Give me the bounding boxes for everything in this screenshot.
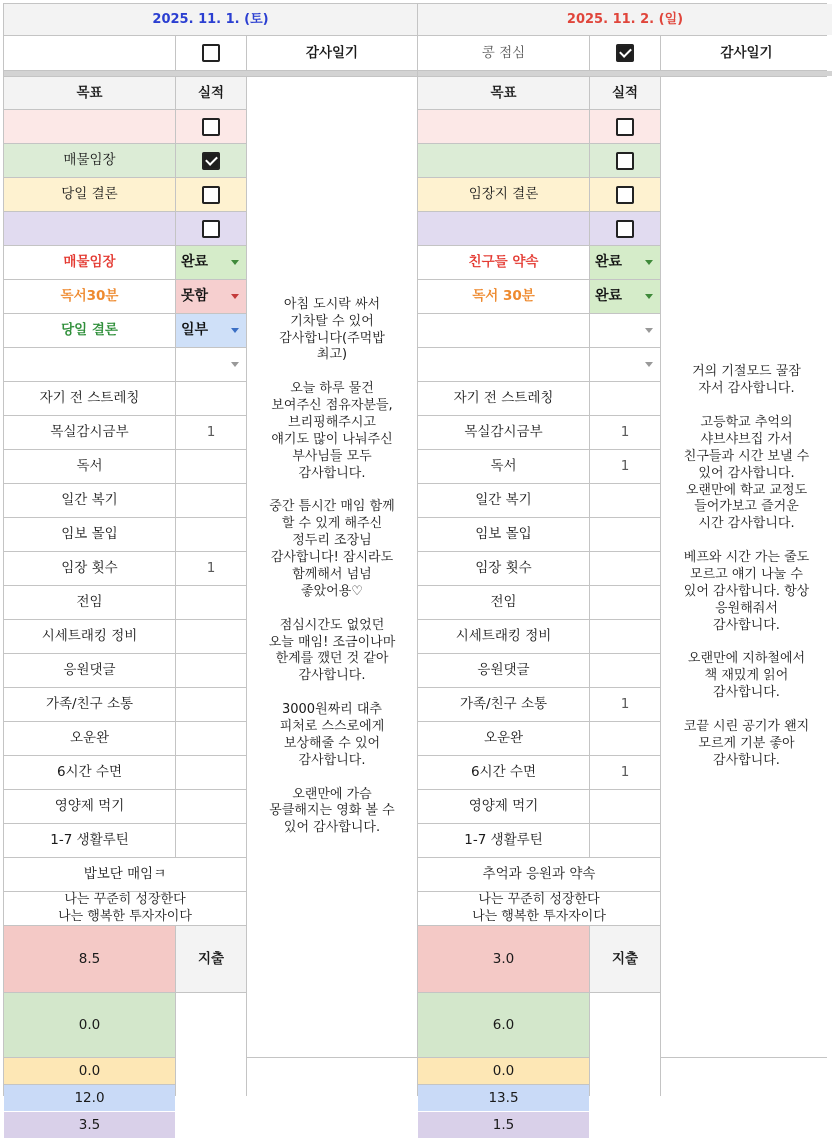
habit-label: 6시간 수면 (418, 756, 589, 789)
gratitude-extra (247, 926, 417, 1057)
habit-value[interactable]: 1 (590, 416, 660, 449)
color-goal-label[interactable] (418, 212, 589, 245)
color-goal-label[interactable]: 당일 결론 (4, 178, 175, 211)
habit-value[interactable] (590, 824, 660, 857)
expense-label: 지출 (590, 926, 660, 992)
checkbox-checked[interactable] (616, 44, 634, 62)
habit-value[interactable] (176, 654, 246, 687)
color-goal-label[interactable] (4, 110, 175, 143)
expense-value[interactable] (590, 993, 660, 1138)
color-goal-label[interactable] (4, 212, 175, 245)
status-dropdown[interactable] (176, 280, 246, 313)
category-total: 0.0 (418, 1058, 589, 1084)
habit-label: 가족/친구 소통 (4, 688, 175, 721)
status-dropdown-value: 완료 (595, 288, 623, 305)
expense-value[interactable] (176, 993, 246, 1138)
habit-value[interactable]: 1 (176, 416, 246, 449)
habit-value[interactable] (176, 484, 246, 517)
status-goal-label[interactable]: 매물임장 (4, 246, 175, 279)
habit-label: 자기 전 스트레칭 (418, 382, 589, 415)
checkbox-unchecked[interactable] (616, 118, 634, 136)
gratitude-extra (247, 1058, 417, 1138)
habit-value[interactable] (176, 824, 246, 857)
habit-label: 1-7 생활루틴 (4, 824, 175, 857)
habit-value[interactable] (176, 722, 246, 755)
habit-label: 목실감시금부 (4, 416, 175, 449)
color-goal-checkbox-cell[interactable] (176, 178, 246, 211)
habit-label: 일간 복기 (4, 484, 175, 517)
dropdown-arrow-icon[interactable] (645, 328, 653, 333)
affirmation: 나는 꾸준히 성장한다 나는 행복한 투자자이다 (4, 892, 246, 925)
habit-label: 가족/친구 소통 (418, 688, 589, 721)
habit-value[interactable] (176, 518, 246, 551)
result-column-header: 실적 (590, 77, 660, 109)
category-total: 3.5 (4, 1112, 175, 1138)
category-total: 3.0 (418, 926, 589, 992)
status-dropdown[interactable] (590, 348, 660, 381)
habit-label: 오운완 (4, 722, 175, 755)
dropdown-arrow-icon[interactable] (645, 362, 653, 367)
status-dropdown-value: 일부 (181, 322, 209, 339)
status-dropdown-value: 못함 (181, 288, 209, 305)
habit-value[interactable]: 1 (590, 450, 660, 483)
status-dropdown[interactable] (176, 246, 246, 279)
habit-label: 일간 복기 (418, 484, 589, 517)
category-total: 6.0 (418, 993, 589, 1057)
goal-column-header: 목표 (418, 77, 589, 109)
goal-column-header: 목표 (4, 77, 175, 109)
header-checkbox-cell[interactable] (176, 36, 246, 70)
habit-label: 영양제 먹기 (418, 790, 589, 823)
color-goal-checkbox-cell[interactable] (176, 212, 246, 245)
category-total: 12.0 (4, 1085, 175, 1111)
expense-label: 지출 (176, 926, 246, 992)
color-goal-checkbox-cell[interactable] (176, 110, 246, 143)
color-goal-label[interactable]: 매물임장 (4, 144, 175, 177)
gratitude-header: 감사일기 (661, 36, 832, 70)
result-column-header: 실적 (176, 77, 246, 109)
habit-value[interactable] (176, 586, 246, 619)
checkbox-unchecked[interactable] (202, 220, 220, 238)
category-total: 0.0 (4, 993, 175, 1057)
daily-planner-grid (3, 3, 827, 1133)
status-goal-label[interactable]: 독서 30분 (418, 280, 589, 313)
color-goal-label[interactable] (418, 110, 589, 143)
habit-value[interactable] (176, 450, 246, 483)
status-goal-label[interactable] (418, 348, 589, 381)
habit-label: 목실감시금부 (418, 416, 589, 449)
habit-label: 독서 (418, 450, 589, 483)
habit-value[interactable] (590, 654, 660, 687)
gratitude-header: 감사일기 (247, 36, 417, 70)
color-goal-checkbox-cell[interactable] (590, 110, 660, 143)
status-dropdown-value: 완료 (181, 254, 209, 271)
status-dropdown[interactable] (176, 314, 246, 347)
category-total: 13.5 (418, 1085, 589, 1111)
dropdown-arrow-icon[interactable] (231, 328, 239, 333)
checkbox-unchecked[interactable] (202, 118, 220, 136)
gratitude-extra (661, 1058, 832, 1138)
habit-value[interactable] (590, 552, 660, 585)
habit-value[interactable]: 1 (590, 688, 660, 721)
color-goal-checkbox-cell[interactable] (590, 212, 660, 245)
color-goal-label[interactable] (418, 144, 589, 177)
habit-label: 영양제 먹기 (4, 790, 175, 823)
checkbox-unchecked[interactable] (616, 220, 634, 238)
daily-motto[interactable]: 밥보단 매임ㅋ (4, 858, 246, 891)
habit-label: 임장 횟수 (4, 552, 175, 585)
status-dropdown[interactable] (590, 246, 660, 279)
habit-label: 응원댓글 (4, 654, 175, 687)
category-total: 8.5 (4, 926, 175, 992)
habit-label: 전임 (418, 586, 589, 619)
color-goal-label[interactable]: 임장지 결론 (418, 178, 589, 211)
gratitude-extra (661, 926, 832, 1057)
status-dropdown-value: 완료 (595, 254, 623, 271)
habit-value[interactable]: 1 (590, 756, 660, 789)
habit-value[interactable]: 1 (176, 552, 246, 585)
status-goal-label[interactable]: 독서30분 (4, 280, 175, 313)
dropdown-arrow-icon[interactable] (231, 260, 239, 265)
category-total: 1.5 (418, 1112, 589, 1138)
habit-value[interactable] (176, 756, 246, 789)
habit-label: 임장 횟수 (418, 552, 589, 585)
habit-label: 시세트래킹 정비 (4, 620, 175, 653)
habit-value[interactable] (590, 620, 660, 653)
habit-value[interactable] (590, 484, 660, 517)
habit-value[interactable] (176, 382, 246, 415)
habit-value[interactable] (590, 382, 660, 415)
habit-label: 응원댓글 (418, 654, 589, 687)
habit-value[interactable] (590, 586, 660, 619)
color-goal-checkbox-cell[interactable] (590, 144, 660, 177)
habit-label: 임보 몰입 (418, 518, 589, 551)
status-goal-label[interactable] (418, 314, 589, 347)
habit-value[interactable] (590, 790, 660, 823)
habit-value[interactable] (176, 688, 246, 721)
affirmation: 나는 꾸준히 성장한다 나는 행복한 투자자이다 (418, 892, 660, 925)
checkbox-unchecked[interactable] (202, 186, 220, 204)
dropdown-arrow-icon[interactable] (645, 294, 653, 299)
gratitude-diary[interactable]: 아침 도시락 싸서 기차탈 수 있어 감사합니다(주먹밥 최고) 오늘 하루 물건 보여주신 점유자분들, 브리핑해주시고 얘기도 많이 나눠주신 부사님들 모두 감사합니다. 중간 틈시간 매임 함께 할 수 있게 해주신 정두리 조장님 감사합니다! 잠시라도 함께해서 넘넘 좋았어용♡ 점심시간도 없었던 오늘 매임! 조금이나마 한계를 깼던 것 같아 감사합니다. 3000원짜리 대추 피처로 스스로에게 보상해줄 수 있어 감사합니다. 오랜만에 가슴 몽클해지는 영화 볼 수 있어 감사합니다. (247, 77, 417, 1057)
status-dropdown[interactable] (590, 314, 660, 347)
habit-label: 6시간 수면 (4, 756, 175, 789)
checkbox-unchecked[interactable] (616, 186, 634, 204)
date-header: 2025. 11. 1. (토) (4, 4, 417, 35)
status-goal-label[interactable]: 당일 결론 (4, 314, 175, 347)
habit-label: 자기 전 스트레칭 (4, 382, 175, 415)
section-divider (4, 71, 417, 76)
habit-label: 시세트래킹 정비 (418, 620, 589, 653)
habit-label: 오운완 (418, 722, 589, 755)
header-note[interactable] (4, 36, 175, 70)
checkbox-unchecked[interactable] (616, 152, 634, 170)
habit-value[interactable] (176, 790, 246, 823)
status-goal-label[interactable]: 친구들 약속 (418, 246, 589, 279)
daily-motto[interactable]: 추억과 응원과 약속 (418, 858, 660, 891)
habit-value[interactable] (590, 722, 660, 755)
section-divider (418, 71, 832, 76)
habit-value[interactable] (176, 620, 246, 653)
habit-label: 1-7 생활루틴 (418, 824, 589, 857)
status-dropdown[interactable] (590, 280, 660, 313)
habit-label: 임보 몰입 (4, 518, 175, 551)
status-goal-label[interactable] (4, 348, 175, 381)
gratitude-diary[interactable]: 거의 기절모드 꿀잠 자서 감사합니다. 고등학교 추억의 샤브샤브집 가서 친구들과 시간 보낼 수 있어 감사합니다. 오랜만에 학교 교정도 들어가보고 즐거운 시간 감사합니다. 베프와 시간 가는 줄도 모르고 얘기 나눌 수 있어 감사합니다. 항상 응원해줘서 감사합니다. 오랜만에 지하철에서 책 재밌게 읽어 감사합니다. 코끝 시린 공기가 왠지 모르게 기분 좋아 감사합니다. (661, 77, 832, 1057)
header-note[interactable]: 콩 점심 (418, 36, 589, 70)
header-checkbox-cell[interactable] (590, 36, 660, 70)
habit-value[interactable] (590, 518, 660, 551)
dropdown-arrow-icon[interactable] (231, 294, 239, 299)
color-goal-checkbox-cell[interactable] (176, 144, 246, 177)
checkbox-unchecked[interactable] (202, 44, 220, 62)
color-goal-checkbox-cell[interactable] (590, 178, 660, 211)
date-header: 2025. 11. 2. (일) (418, 4, 832, 35)
habit-label: 전임 (4, 586, 175, 619)
dropdown-arrow-icon[interactable] (645, 260, 653, 265)
checkbox-checked[interactable] (202, 152, 220, 170)
habit-label: 독서 (4, 450, 175, 483)
dropdown-arrow-icon[interactable] (231, 362, 239, 367)
category-total: 0.0 (4, 1058, 175, 1084)
status-dropdown[interactable] (176, 348, 246, 381)
